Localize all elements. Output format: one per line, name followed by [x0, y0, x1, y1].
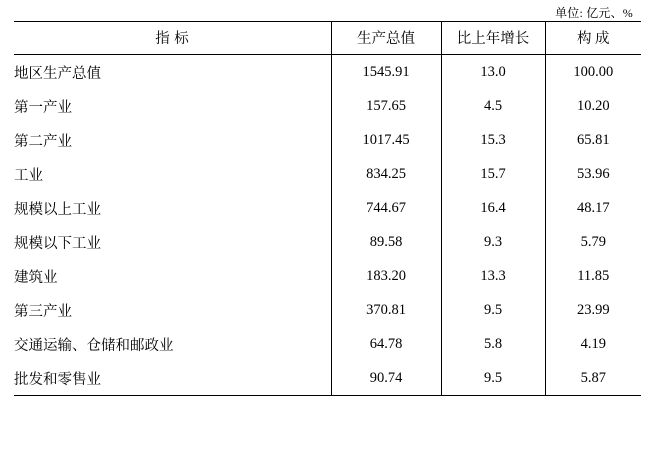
table-row	[14, 157, 641, 191]
row-label: 地区生产总值	[14, 55, 331, 90]
row-share-value: 10.20	[576, 97, 610, 114]
row-label: 工业	[14, 157, 331, 191]
row-gdp-value: 834.25	[331, 157, 441, 191]
row-growth-value: 9.3	[441, 225, 545, 259]
row-growth-value: 13.3	[441, 259, 545, 293]
row-share-value: 5.87	[545, 361, 641, 396]
row-label: 建筑业	[14, 259, 331, 293]
row-share-value: 11.85	[577, 267, 610, 284]
table-row	[14, 327, 641, 361]
table-row	[14, 361, 641, 396]
row-share-value: 4.19	[580, 335, 606, 352]
row-growth-value: 15.7	[441, 157, 545, 191]
row-label: 第二产业	[14, 123, 331, 157]
row-growth-value: 13.0	[441, 55, 545, 90]
row-growth-value: 9.5	[441, 293, 545, 327]
row-gdp-value: 157.65	[331, 89, 441, 123]
row-gdp-value: 183.20	[331, 259, 441, 293]
column-header-gdp: 生产总值	[331, 22, 441, 55]
row-gdp-value: 1545.91	[331, 55, 441, 90]
row-label: 交通运输、仓储和邮政业	[14, 327, 331, 361]
table-row	[14, 259, 641, 293]
table-row	[14, 191, 641, 225]
table-header	[14, 22, 641, 55]
row-label: 第三产业	[14, 293, 331, 327]
table-row	[14, 89, 641, 123]
table-row	[14, 293, 641, 327]
row-gdp-value: 89.58	[331, 225, 441, 259]
row-gdp-value: 744.67	[331, 191, 441, 225]
row-gdp-value: 90.74	[331, 361, 441, 396]
row-gdp-value: 64.78	[331, 327, 441, 361]
row-share-value: 53.96	[576, 165, 610, 182]
row-growth-value: 15.3	[441, 123, 545, 157]
row-share-value: 100.00	[573, 63, 614, 80]
row-gdp-value: 1017.45	[331, 123, 441, 157]
row-growth-value: 5.8	[441, 327, 545, 361]
row-growth-value: 4.5	[441, 89, 545, 123]
row-growth-value: 16.4	[441, 191, 545, 225]
row-label: 第一产业	[14, 89, 331, 123]
row-label: 规模以上工业	[14, 191, 331, 225]
column-header-growth: 比上年增长	[441, 22, 545, 55]
row-gdp-value: 370.81	[331, 293, 441, 327]
table-header-row	[14, 22, 641, 55]
column-header-share: 构 成	[545, 22, 641, 55]
unit-note: 单位: 亿元、%	[555, 6, 633, 20]
row-share-value: 5.79	[580, 233, 606, 250]
table-row	[14, 123, 641, 157]
column-header-indicator: 指 标	[14, 22, 331, 55]
row-growth-value: 9.5	[441, 361, 545, 396]
table-row	[14, 55, 641, 90]
row-share-value: 65.81	[576, 131, 610, 148]
row-share-value: 23.99	[576, 301, 610, 318]
table-row	[14, 225, 641, 259]
row-share-value: 48.17	[576, 199, 610, 216]
table-body	[14, 55, 641, 396]
row-label: 批发和零售业	[14, 361, 331, 396]
row-label: 规模以下工业	[14, 225, 331, 259]
statistics-table	[14, 21, 641, 396]
